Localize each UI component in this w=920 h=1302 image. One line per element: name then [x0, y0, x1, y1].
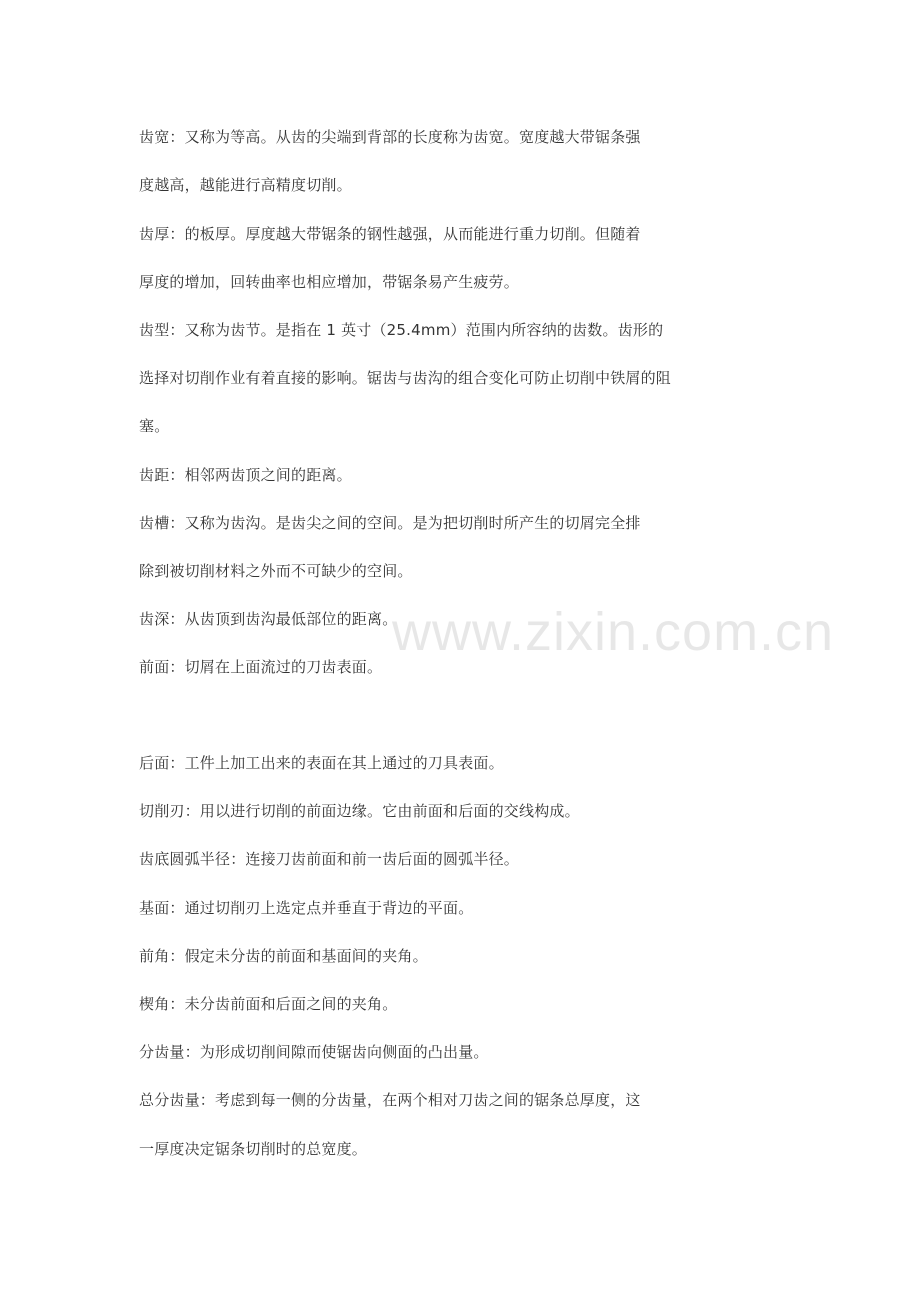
text-line-rake-angle: 前角：假定未分齿的前面和基面间的夹角。: [139, 947, 428, 965]
text-line-gullet-radius: 齿底圆弧半径：连接刀齿前面和前一齿后面的圆弧半径。: [139, 850, 520, 868]
watermark: www.zixin.com.cn: [392, 602, 835, 662]
text-line-cutting-edge: 切削刃：用以进行切削的前面边缘。它由前面和后面的交线构成。: [139, 802, 580, 820]
text-line-tooth-thickness-2: 厚度的增加，回转曲率也相应增加，带锯条易产生疲劳。: [139, 273, 520, 291]
text-line-flank-face: 后面：工件上加工出来的表面在其上通过的刀具表面。: [139, 754, 504, 772]
text-line-tooth-width-1: 齿宽：又称为等高。从齿的尖端到背部的长度称为齿宽。宽度越大带锯条强: [139, 128, 641, 146]
text-line-tooth-pitch: 齿距：相邻两齿顶之间的距离。: [139, 466, 352, 484]
text-line-total-set-2: 一厚度决定锯条切削时的总宽度。: [139, 1140, 368, 1158]
text-line-gullet-2: 除到被切削材料之外而不可缺少的空间。: [139, 562, 413, 580]
text-line-gullet-1: 齿槽：又称为齿沟。是齿尖之间的空间。是为把切削时所产生的切屑完全排: [139, 514, 641, 532]
text-line-tooth-type-1: 齿型：又称为齿节。是指在 1 英寸（25.4mm）范围内所容纳的齿数。齿形的: [139, 321, 664, 339]
text-line-tooth-depth: 齿深：从齿顶到齿沟最低部位的距离。: [139, 610, 398, 628]
text-line-total-set-1: 总分齿量：考虑到每一侧的分齿量，在两个相对刀齿之间的锯条总厚度，这: [139, 1091, 641, 1109]
text-line-rake-face: 前面：切屑在上面流过的刀齿表面。: [139, 658, 383, 676]
text-line-tooth-width-2: 度越高，越能进行高精度切削。: [139, 176, 352, 194]
text-line-tooth-type-2: 选择对切削作业有着直接的影响。锯齿与齿沟的组合变化可防止切削中铁屑的阻: [139, 369, 672, 387]
text-line-base-plane: 基面：通过切削刃上选定点并垂直于背边的平面。: [139, 899, 474, 917]
text-line-wedge-angle: 楔角：未分齿前面和后面之间的夹角。: [139, 995, 398, 1013]
text-line-set-amount: 分齿量：为形成切削间隙而使锯齿向侧面的凸出量。: [139, 1043, 489, 1061]
text-line-tooth-type-3: 塞。: [139, 417, 170, 435]
text-line-tooth-thickness-1: 齿厚：的板厚。厚度越大带锯条的钢性越强，从而能进行重力切削。但随着: [139, 225, 641, 243]
